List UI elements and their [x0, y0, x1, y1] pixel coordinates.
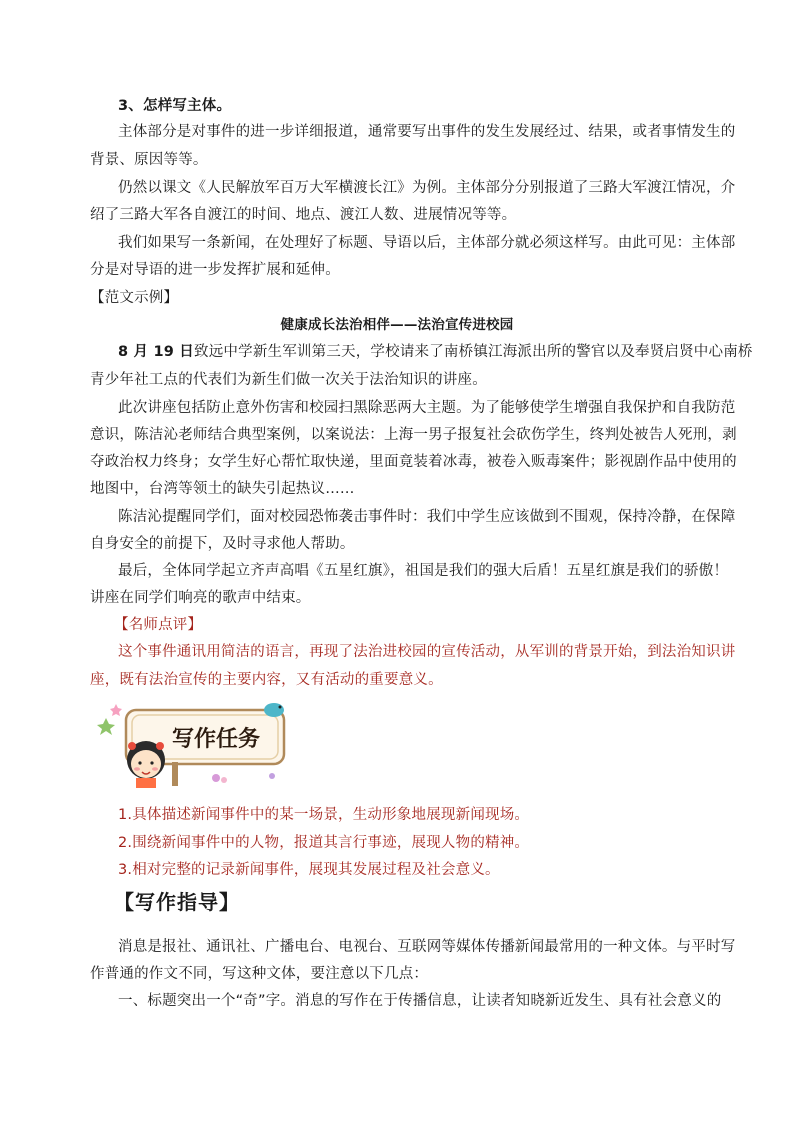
flower-icon: [269, 773, 275, 779]
paragraph-line: 8 月 19 日致远中学新生军训第三天，学校请来了南桥镇江海派出所的警官以及奉贤启贤中心南桥: [118, 344, 753, 360]
bird-icon: [264, 703, 284, 717]
banner-title: 写作任务: [171, 727, 261, 752]
paragraph-line: 作普通的作文不同，写这种文体，要注意以下几点：: [90, 966, 429, 982]
paragraph-line: 夺政治权力终身；女学生好心帮忙取快递，里面竟装着冰毒，被卷入贩毒案件；影视剧作品中使用的: [90, 454, 737, 470]
paragraph-line: 主体部分是对事件的进一步详细报道，通常要写出事件的发生发展经过、结果，或者事情发生的: [118, 124, 736, 140]
paragraph-line: 讲座在同学们响亮的歌声中结束。: [90, 590, 311, 606]
hair-bow-icon: [156, 742, 164, 750]
paragraph-line: 一、标题突出一个“奇”字。消息的写作在于传播信息，让读者知晓新近发生、具有社会意义的: [118, 993, 722, 1009]
paragraph-line: 绍了三路大军各自渡江的时间、地点、渡江人数、进展情况等等。: [90, 207, 517, 223]
paragraph-line: 青少年社工点的代表们为新生们做一次关于法治知识的讲座。: [90, 372, 487, 388]
paragraph-line: 背景、原因等等。: [90, 152, 208, 168]
paragraph-line: 意识，陈洁沁老师结合典型案例，以案说法：上海一男子报复社会砍伤学生，终判处被告人死刑，剥: [90, 427, 737, 443]
paragraph-line: 分是对导语的进一步发挥扩展和延伸。: [90, 262, 340, 278]
sign-post: [172, 762, 178, 786]
paragraph-line: 仍然以课文《人民解放军百万大军横渡长江》为例。主体部分分别报道了三路大军渡江情况，介: [118, 180, 736, 196]
guide-heading: 【写作指导】: [114, 890, 240, 914]
comment-label: 【名师点评】: [114, 617, 203, 633]
paragraph-line: 消息是报社、通讯社、广播电台、电视台、互联网等媒体传播新闻最常用的一种文体。与平时写: [118, 939, 736, 955]
paragraph-line: 此次讲座包括防止意外伤害和校园扫黑除恶两大主题。为了能够使学生增强自我保护和自我防范: [118, 400, 736, 416]
paragraph-line: 我们如果写一条新闻，在处理好了标题、导语以后，主体部分就必须这样写。由此可见：主体部: [118, 235, 736, 251]
task-item: 1.具体描述新闻事件中的某一场景，生动形象地展现新闻现场。: [118, 807, 530, 823]
section-heading: 3、怎样写主体。: [118, 98, 232, 114]
banner-illustration: [96, 700, 296, 788]
paragraph-line: 自身安全的前提下，及时寻求他人帮助。: [90, 536, 355, 552]
comment-line: 座，既有法治宣传的主要内容，又有活动的重要意义。: [90, 672, 443, 688]
article-date: 8 月 19 日: [118, 344, 195, 360]
paragraph-line: 地图中，台湾等领土的缺失引起热议……: [90, 481, 355, 497]
paragraph-line: 陈洁沁提醒同学们，面对校园恐怖袭击事件时：我们中学生应该做到不围观，保持冷静，在保障: [118, 509, 736, 525]
flower-icon: [221, 777, 227, 783]
star-icon: [110, 704, 122, 716]
comment-line: 这个事件通讯用简洁的语言，再现了法治进校园的宣传活动，从军训的背景开始，到法治知识讲: [118, 644, 736, 660]
article-title: 健康成长法治相伴——法治宣传进校园: [280, 317, 514, 333]
section-label: 【范文示例】: [90, 290, 179, 306]
star-icon: [97, 718, 115, 735]
task-item: 3.相对完整的记录新闻事件，展现其发展过程及社会意义。: [118, 862, 500, 878]
paragraph-line: 最后，全体同学起立齐声高唱《五星红旗》，祖国是我们的强大后盾！五星红旗是我们的骄傲！: [118, 563, 729, 579]
hair-bow-icon: [128, 742, 136, 750]
flower-icon: [212, 774, 220, 782]
writing-task-banner: [96, 700, 296, 788]
task-item: 2.围绕新闻事件中的人物，报道其言行事迹，展现人物的精神。: [118, 835, 530, 851]
